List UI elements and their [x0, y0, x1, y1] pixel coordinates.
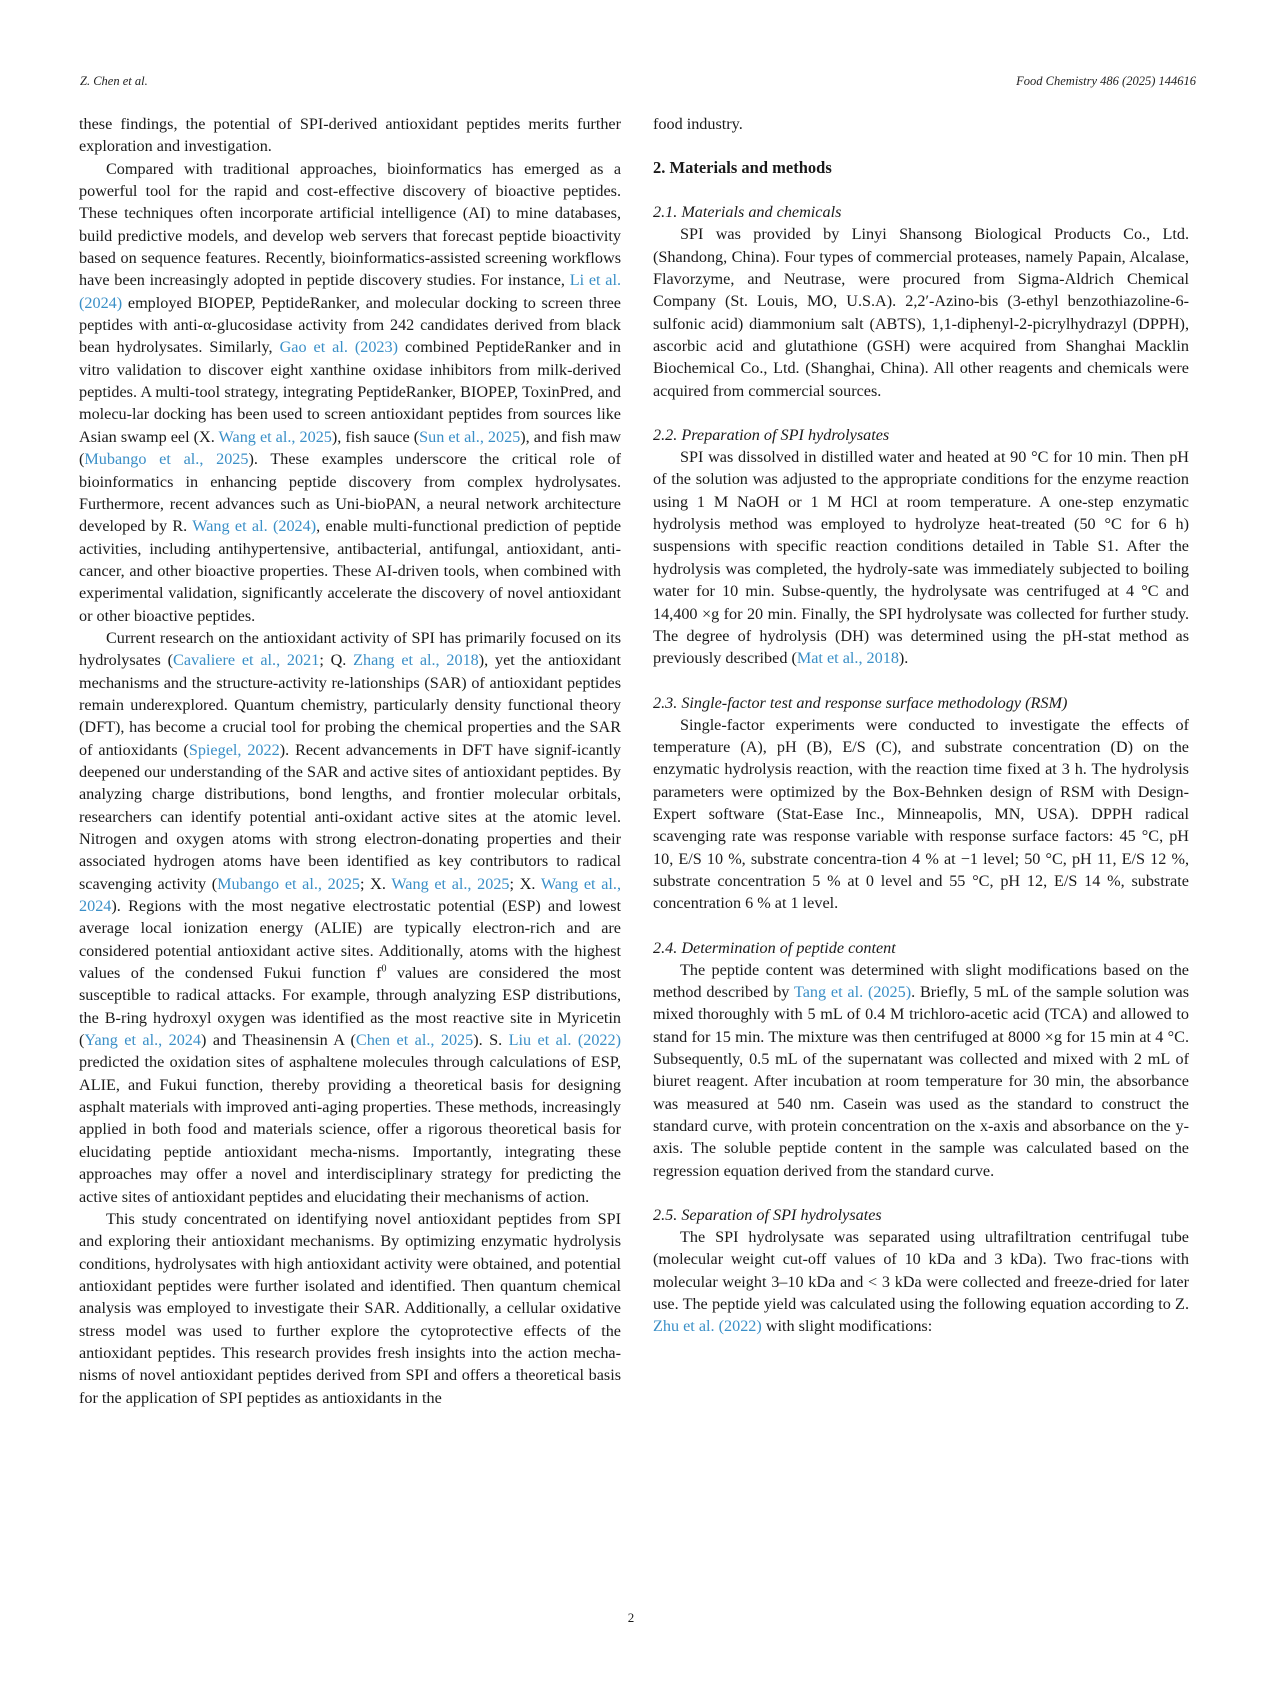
text: values are considered the most susceptible to radical attacks. For example, through analyzing ESP distributions, the B-ring hydroxyl oxygen was identified as the most reactive site in Myricetin (: [79, 964, 621, 1050]
section-heading-materials-methods: 2. Materials and methods: [653, 158, 832, 178]
text: ), yet the antioxidant mechanisms and the structure-activity re-lationships (SAR) of antioxidant peptides remain underexplored. Quantum chemistry, particularly density functional theory (DFT), has become a crucial tool for probing the chemical properties and the SAR of antioxidants (: [79, 651, 622, 759]
text: , enable multi-functional prediction of peptide activities, including antihypertensive, antibacterial, antifungal, antioxidant, anti-cancer, and other bioactive properties. These AI-driven tools, when combined with experimental validation, significantly accelerate the discovery of novel antioxidant or other bioactive peptides.: [79, 517, 621, 625]
text: Compared with traditional approaches, bioinformatics has emerged as a powerful tool for the rapid and cost-effective discovery of bioactive peptides. These techniques often incorporate artificial intelligence (AI) to mine databases, build predictive models, and develop web servers that forecast peptide bioactivity based on sequence features. Recently, bioinformatics-assisted screening workflows have been increasingly adopted in peptide discovery studies. For instance,: [79, 159, 621, 290]
paragraph-separation: [653, 1226, 1189, 1338]
subsection-heading-2-1: 2.1. Materials and chemicals: [653, 203, 842, 222]
text: ). These examples underscore the critical role of bioinformatics in enhancing peptide discovery from complex hydrolysates. Furthermore, recent advances such as Uni-bioPAN, a neural network architecture developed by R.: [79, 450, 621, 536]
text: combined PeptideRanker and in vitro validation to discover eight xanthine oxidase inhibitors from milk-derived peptides. A multi-tool strategy, integrating PeptideRanker, BIOPEP, ToxinPred, and molecu-lar docking has been used to screen antioxidant peptides from sources like Asian swamp eel (X.: [79, 338, 621, 446]
paragraph-materials: SPI was provided by Linyi Shansong Biological Products Co., Ltd. (Shandong, China). Four types of commercial proteases, namely Papain, Alcalase, Flavorzyme, and Neutrase, were procured from Sigma-Aldrich Chemical Company (St. Louis, MO, U.S.A). 2,2′-Azino-bis (3-ethyl benzothiazoline-6-sulfonic acid) diammonium salt (ABTS), 1,1-diphenyl-2-picrylhydrazyl (DPPH), ascorbic acid and glutathione (GSH) were acquired from Shanghai Macklin Biochemical Co., Ltd. (Shanghai, China). All other reagents and chemicals were acquired from commercial sources.: [653, 225, 1189, 400]
citation-link[interactable]: Wang et al., 2024: [79, 874, 621, 916]
page-number: 2: [627, 1610, 635, 1625]
citation-link[interactable]: Wang et al., 2025: [391, 874, 510, 893]
citation-link[interactable]: Zhang et al., 2018: [353, 651, 479, 670]
text: SPI was dissolved in distilled water and heated at 90 °C for 10 min. Then pH of the solution was adjusted to the appropriate conditions for the enzyme reaction using 1 M NaOH or 1 M HCl at room temperature. A one-step enzymatic hydrolysis method was employed to hydrolyze heat-treated (50 °C for 6 h) suspensions with specific reaction conditions detailed in Table S1. After the hydrolysis was completed, the hydroly-sate was immediately subjected to boiling water for 10 min. Subse-quently, the hydrolysate was centrifuged at 4 °C and 14,400 ×g for 20 min. Finally, the SPI hydrolysate was collected for further study. The degree of hydrolysis (DH) was determined using the pH-stat method as previously described (: [653, 448, 1189, 668]
text: ) and Theasinensin A (: [200, 1031, 356, 1050]
citation-link[interactable]: Spiegel, 2022: [188, 740, 280, 759]
citation-link[interactable]: Wang et al., 2025: [218, 427, 332, 446]
right-column: [653, 113, 1189, 1338]
subsection-heading-2-5: 2.5. Separation of SPI hydrolysates: [653, 1206, 882, 1225]
text: ; X.: [360, 874, 392, 893]
paragraph-bioinformatics: [79, 158, 621, 627]
citation-link[interactable]: Sun et al., 2025: [419, 427, 521, 446]
citation-link[interactable]: Cavaliere et al., 2021: [173, 651, 320, 670]
text: ).: [898, 649, 909, 668]
text: ; Q.: [319, 651, 354, 670]
citation-link[interactable]: Mubango et al., 2025: [217, 874, 361, 893]
citation-link[interactable]: Mubango et al., 2025: [84, 450, 249, 469]
text: The peptide content was determined with slight modifications based on the method described by: [653, 960, 1189, 1001]
subsection-heading-2-4: 2.4. Determination of peptide content: [653, 938, 896, 957]
text: ), and fish maw (: [79, 427, 622, 469]
paragraph-continuation: these findings, the potential of SPI-derived antioxidant peptides merits further exploration and investigation.: [79, 115, 621, 156]
text: The SPI hydrolysate was separated using ultrafiltration centrifugal tube (molecular weight cut-off values of 10 kDa and 3 kDa). Two frac-tions with molecular weight 3–10 kDa and < 3 kDa were collected and freeze-dried for later use. The peptide yield was calculated using the following equation according to Z.: [653, 1228, 1189, 1314]
text: Current research on the antioxidant activity of SPI has primarily focused on its hydrolysates (: [79, 628, 621, 670]
citation-link[interactable]: Mat et al., 2018: [796, 649, 899, 668]
citation-link[interactable]: Zhu et al. (2022): [653, 1317, 762, 1336]
text: ). Recent advancements in DFT have signif-icantly deepened our understanding of the SAR and active sites of antioxidant peptides. By analyzing charge distributions, bond lengths, and frontier molecular orbitals, researchers can identify potential anti-oxidant active sites at the atomic level. Nitrogen and oxygen atoms with strong electron-donating properties and their associated hydrogen atoms have been identified as key contributors to radical scavenging activity (: [79, 740, 621, 893]
subsection-heading-2-3: 2.3. Single-factor test and response surface methodology (RSM): [653, 693, 1068, 712]
paragraph-hydrolysates: [653, 446, 1189, 669]
running-head-journal: Food Chemistry 486 (2025) 144616: [1016, 74, 1196, 88]
paragraph-peptide-content: [653, 959, 1189, 1182]
paragraph-rsm: Single-factor experiments were conducted to investigate the effects of temperature (A), pH (B), E/S (C), and substrate concentration (D) on the enzymatic hydrolysis reaction, with the reaction time fixed at 3 h. The hydrolysis parameters were optimized by the Box-Behnken design of RSM with Design-Expert software (Stat-Ease Inc., Minneapolis, MN, USA). DPPH radical scavenging rate was response variable with response surface factors: 45 °C, pH 10, E/S 10 %, substrate concentra-tion 4 % at −1 level; 50 °C, pH 11, E/S 12 %, substrate concentration 5 % at 0 level and 55 °C, pH 12, E/S 14 %, substrate concentration 6 % at 1 level.: [653, 715, 1189, 913]
citation-link[interactable]: Chen et al., 2025: [355, 1031, 474, 1050]
text: ). S.: [473, 1031, 509, 1050]
citation-link[interactable]: Tang et al. (2025): [793, 982, 912, 1001]
paragraph-continuation: food industry.: [653, 115, 743, 133]
citation-link[interactable]: Liu et al. (2022): [508, 1031, 621, 1050]
citation-link[interactable]: Wang et al. (2024): [192, 517, 317, 536]
text: ). Regions with the most negative electrostatic potential (ESP) and lowest average local ionization energy (ALIE) are typically electron-rich and are considered potential antioxidant active sites. Additionally, atoms with the highest values of the condensed Fukui function f: [79, 897, 621, 983]
running-head-authors: Z. Chen et al.: [80, 74, 148, 88]
paragraph-study-aim: This study concentrated on identifying novel antioxidant peptides from SPI and exploring their antioxidant mechanisms. By optimizing enzymatic hydrolysis conditions, hydrolysates with high antioxidant activity were obtained, and potential antioxidant peptides were further isolated and identified. Then quantum chemical analysis was employed to investigate their SAR. Additionally, a cellular oxidative stress model was used to further explore the cytoprotective effects of the antioxidant peptides. This research provides fresh insights into the action mecha-nisms of novel antioxidant peptides derived from SPI and offers a theoretical basis for the application of SPI peptides as antioxidants in the: [79, 1209, 621, 1407]
subsection-heading-2-2: 2.2. Preparation of SPI hydrolysates: [653, 426, 890, 445]
text: . Briefly, 5 mL of the sample solution was mixed thoroughly with 5 mL of 0.4 M trichloro-acetic acid (TCA) and allowed to stand for 15 min. The mixture was then centrifuged at 8000 ×g for 15 min at 4 °C. Subsequently, 0.5 mL of the supernatant was collected and mixed with 2 mL of biuret reagent. After incubation at room temperature for 30 min, the absorbance was measured at 540 nm. Casein was used as the standard to construct the standard curve, with protein concentration on the x-axis and absorbance on the y-axis. The soluble peptide content in the sample was calculated based on the regression equation derived from the standard curve.: [653, 982, 1189, 1180]
superscript: 0: [381, 963, 387, 975]
text: ; X.: [509, 874, 541, 893]
citation-link[interactable]: Gao et al. (2023): [279, 338, 399, 357]
paragraph-current-research: [79, 627, 621, 1208]
text: ), fish sauce (: [331, 427, 420, 446]
text: employed BIOPEP, PeptideRanker, and molecular docking to screen three peptides with anti-α-glucosidase activity from 242 candidates derived from black bean hydrolysates. Similarly,: [79, 293, 621, 357]
left-column: [79, 113, 621, 1409]
citation-link[interactable]: Yang et al., 2024: [84, 1031, 201, 1050]
citation-link[interactable]: Li et al. (2024): [79, 271, 621, 312]
text: predicted the oxidation sites of asphaltene molecules through calculations of ESP, ALIE, and Fukui function, thereby providing a theoretical basis for designing asphalt materials with improved anti-aging properties. These methods, increasingly applied in both food and materials science, offer a rigorous theoretical basis for elucidating peptide antioxidant mecha-nisms. Importantly, integrating these approaches may offer a novel and interdisciplinary strategy for predicting the active sites of antioxidant peptides and elucidating their mechanisms of action.: [79, 1053, 621, 1206]
text: with slight modifications:: [761, 1317, 933, 1336]
